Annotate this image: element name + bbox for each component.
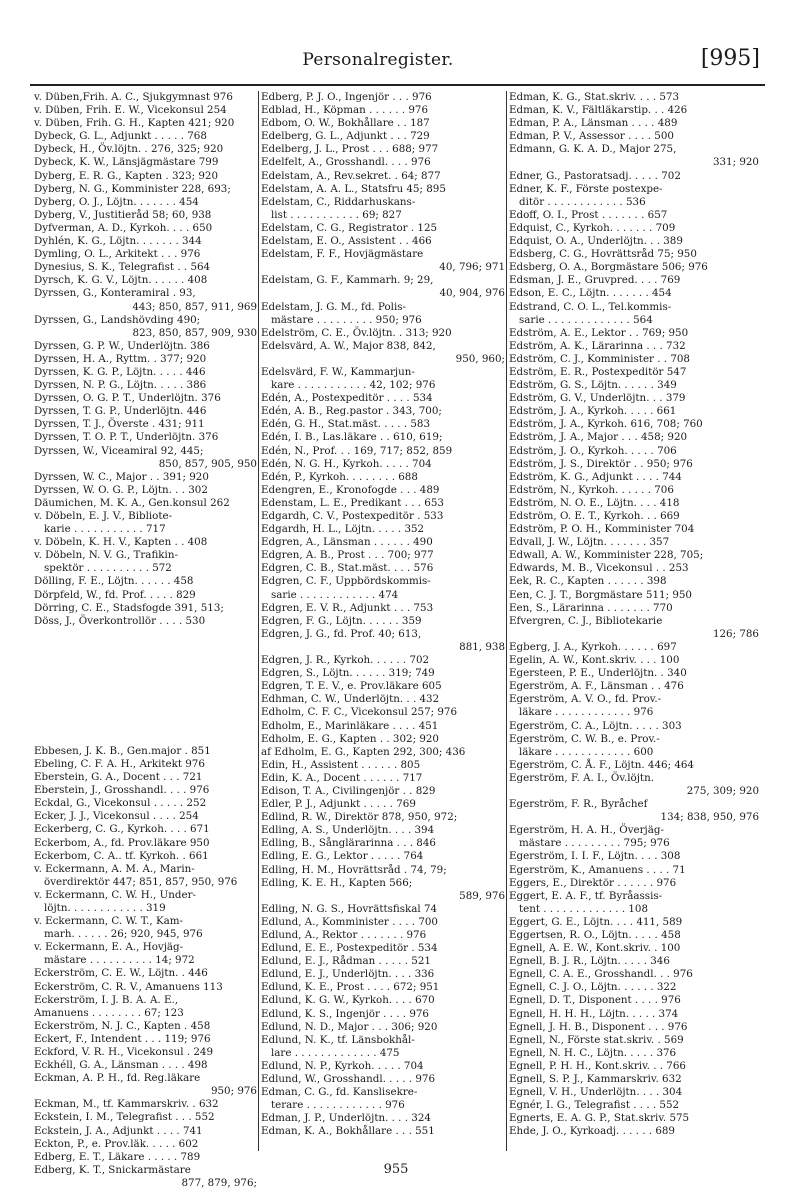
register-entry: Edgardh, H. L., Löjtn. . . . . 352	[261, 523, 425, 536]
register-entry: karie . . . . . . . . . . . 717	[44, 523, 166, 536]
register-entry: 134; 838, 950, 976	[660, 811, 759, 824]
register-entry: Edner, G., Pastoratsadj. . . . . 702	[509, 169, 681, 182]
register-entry: Edlund, N. P., Kyrkoh. . . . . 704	[261, 1059, 424, 1072]
register-entry: Edman, C. G., fd. Kanslisekre-	[261, 1086, 418, 1099]
register-entry: Dyrssen, W. C., Major . . 391; 920	[34, 470, 209, 483]
register-entry: Edén, G. H., Stat.mäst. . . . . 583	[261, 418, 431, 431]
register-entry: Eckdal, G., Vicekonsul . . . . . 252	[34, 797, 207, 810]
register-entry: Eckman, M., tf. Kammarskriv. . 632	[34, 1098, 219, 1111]
register-entry: Egnell, P. H. H., Kont.skriv. . . 766	[509, 1059, 686, 1072]
register-entry: Edberg, K. T., Snickarmästare	[34, 1163, 191, 1176]
register-entry: Ebbesen, J. K. B., Gen.major . 851	[34, 744, 211, 757]
register-entry: ditör . . . . . . . . . . . . 536	[519, 195, 646, 208]
register-entry: Edman, K. A., Bokhållare . . . 551	[261, 1125, 435, 1138]
register-entry: Edelstam, J. G. M., fd. Polis-	[261, 300, 407, 313]
register-entry: Eckstein, J. A., Adjunkt . . . . 741	[34, 1124, 203, 1137]
register-entry: Egerström, I. I. F., Löjtn. . . . 308	[509, 850, 681, 863]
register-entry: Edlund, N. D., Major . . . 306; 920	[261, 1020, 438, 1033]
register-entry: Edling, B., Sånglärarinna . . . 846	[261, 837, 436, 850]
register-entry: Edström, N., Kyrkoh. . . . . . 706	[509, 483, 674, 496]
register-entry: Edman, P. A., Länsman . . . . 489	[509, 117, 678, 130]
register-entry: Efvergren, C. J., Bibliotekarie	[509, 614, 663, 627]
register-entry: Dyberg, E. R. G., Kapten . 323; 920	[34, 169, 219, 182]
register-entry: v. Düben, Frih. G. H., Kapten 421; 920	[34, 117, 235, 130]
register-entry: Egberg, J. A., Kyrkoh. . . . . . 697	[509, 640, 677, 653]
register-entry: Eckerström, C. R. V., Amanuens 113	[34, 980, 223, 993]
register-entry: Edström, J. A., Kyrkoh. . . . . 661	[509, 405, 677, 418]
register-entry: Edsberg, O. A., Borgmästare 506; 976	[509, 261, 708, 274]
register-entry: Eggers, E., Direktör . . . . . . 976	[509, 876, 677, 889]
register-entry: Edman, P. V., Assessor . . . . 500	[509, 130, 674, 143]
register-entry: Ecker, J. J., Vicekonsul . . . . 254	[34, 810, 199, 823]
register-entry: Edhman, C. W., Underlöjtn. . . 432	[261, 693, 440, 706]
register-entry: överdirektör 447; 851, 857, 950, 976	[44, 875, 238, 888]
register-entry	[34, 641, 257, 654]
register-entry: Een, C. J. T., Borgmästare 511; 950	[509, 588, 692, 601]
register-entry: Edgren, A. B., Prost . . . 700; 977	[261, 549, 434, 562]
register-entry: Edelstam, E. O., Assistent . . 466	[261, 235, 432, 248]
register-entry: Döss, J., Överkontrollör . . . . 530	[34, 614, 206, 627]
register-entry	[34, 654, 257, 667]
register-entry: Dyberg, O. J., Löjtn. . . . . . . 454	[34, 195, 199, 208]
register-entry: Edgren, A., Länsman . . . . . . 490	[261, 536, 433, 549]
register-entry: Edelberg, G. L., Adjunkt . . . 729	[261, 130, 430, 143]
register-entry: spektör . . . . . . . . . . 572	[44, 562, 172, 575]
register-entry: Dymling, O. L., Arkitekt . . . 976	[34, 248, 201, 261]
register-entry: Edström, C. J., Komminister . . 708	[509, 352, 690, 365]
register-entry: Ehde, J. O., Kyrkoadj. . . . . . 689	[509, 1125, 675, 1138]
register-entry: Edholm, E. G., Kapten . . 302; 920	[261, 732, 439, 745]
register-entry: Edelstam, A., Rev.sekret. . 64; 877	[261, 169, 441, 182]
register-entry: Edstrand, C. O. L., Tel.kommis-	[509, 300, 672, 313]
register-entry: Dörpfeld, W., fd. Prof. . . . . 829	[34, 588, 196, 601]
register-entry: Dyfverman, A. D., Kyrkoh. . . . 650	[34, 221, 213, 234]
register-entry: Eek, R. C., Kapten . . . . . . 398	[509, 575, 667, 588]
register-entry: Egnell, A. E. W., Kont.skriv. . 100	[509, 942, 681, 955]
register-entry: Egnér, I. G., Telegrafist . . . . 552	[509, 1099, 680, 1112]
register-entry	[34, 667, 257, 680]
register-entry: Edström, N. O. E., Löjtn. . . . 418	[509, 496, 680, 509]
register-entry: Edgren, S., Löjtn. . . . . . 319; 749	[261, 667, 435, 680]
register-entry: Dyrssen, G., Konteramiral . 93,	[34, 287, 196, 300]
page-number-bottom: 955	[383, 1162, 409, 1177]
register-entry: 331; 920	[712, 156, 759, 169]
register-entry: Eckhéll, G. A., Länsman . . . . 498	[34, 1059, 208, 1072]
register-entry: v. Döbeln, K. H. V., Kapten . . 408	[34, 536, 208, 549]
register-entry: Edström, G. S., Löjtn. . . . . . 349	[509, 379, 677, 392]
register-entry: Edberg, E. T., Läkare . . . . . 789	[34, 1150, 201, 1163]
register-entry: Edelsvärd, A. W., Major 838, 842,	[261, 339, 436, 352]
register-entry: 950, 960;	[455, 352, 505, 365]
register-entry: Egnell, C. J. O., Löjtn. . . . . . 322	[509, 981, 677, 994]
register-entry: Edlund, K. G. W., Kyrkoh. . . . 670	[261, 994, 435, 1007]
register-entry: Egerström, F. R., Byråchef	[509, 798, 648, 811]
register-entry	[34, 680, 257, 693]
register-entry: Däumichen, M. K. A., Gen.konsul 262	[34, 496, 230, 509]
register-entry: 40, 904, 976	[439, 287, 505, 300]
register-entry: Edelstam, A. A. L., Statsfru 45; 895	[261, 182, 446, 195]
register-entry: Edlund, W., Grosshandl. . . . . 976	[261, 1073, 435, 1086]
register-entry: Edström, E. R., Postexpeditör 547	[509, 365, 687, 378]
register-entry: Edberg, P. J. O., Ingenjör . . . 976	[261, 91, 432, 103]
register-entry: 40, 796; 971	[439, 261, 505, 274]
register-entry: Dyberg, N. G., Komminister 228, 693;	[34, 182, 231, 195]
register-entry	[34, 732, 257, 745]
page-header	[28, 46, 760, 82]
register-entry: Edlund, K. E., Prost . . . . 672; 951	[261, 981, 440, 994]
register-entry: Dyrssen, T. O. P. T., Underlöjtn. 376	[34, 431, 219, 444]
register-column-1	[34, 91, 257, 1189]
register-entry: Dybeck, H., Öv.löjtn. . 276, 325; 920	[34, 143, 224, 156]
register-entry: mästare . . . . . . . . . 950; 976	[271, 313, 422, 326]
register-entry: Edlund, E. J., Underlöjtn. . . . 336	[261, 968, 435, 981]
register-entry: mästare . . . . . . . . . 795; 976	[519, 837, 670, 850]
register-entry: Edén, N., Prof. . . 169, 717; 852, 859	[261, 444, 453, 457]
register-entry: Eckert, F., Intendent . . . 119; 976	[34, 1032, 211, 1045]
register-entry: Edbom, O. W., Bokhållare . . 187	[261, 117, 430, 130]
register-entry: Edner, K. F., Förste postexpe-	[509, 182, 663, 195]
register-entry: Edgren, F. G., Löjtn. . . . . . 359	[261, 614, 422, 627]
register-entry: Edson, E. C., Löjtn. . . . . . . 454	[509, 287, 672, 300]
register-entry: Edman, J. P., Underlöjtn. . . . 324	[261, 1112, 431, 1125]
register-entry: terare . . . . . . . . . . . . 976	[271, 1099, 405, 1112]
register-entry: Egerström, C. A., Löjtn. . . . . 303	[509, 719, 682, 732]
register-entry: Dyrssen, T. J., Överste . 431; 911	[34, 418, 205, 431]
register-entry	[34, 719, 257, 732]
register-entry: Eckerström, N. J. C., Kapten . 458	[34, 1019, 211, 1032]
register-entry: Eckerbom, C. A.. tf. Kyrkoh. . 661	[34, 849, 209, 862]
page-title: Personalregister.	[302, 50, 454, 70]
register-entry: Edström, K. G., Adjunkt . . . . 744	[509, 470, 682, 483]
register-entry: sarie . . . . . . . . . . . . 474	[271, 588, 399, 601]
register-entry: Egnerts, E. A. G. P., Stat.skriv. 575	[509, 1112, 690, 1125]
register-entry: Eckerberg, C. G., Kyrkoh. . . . 671	[34, 823, 210, 836]
register-entry: Edlund, N. K., tf. Länsbokhål-	[261, 1033, 415, 1046]
register-entry: Edström, P. O. H., Komminister 704	[509, 523, 695, 536]
register-entry: Eckman, A. P. H., fd. Reg.läkare	[34, 1072, 201, 1085]
register-entry: Eberstein, G. A., Docent . . . 721	[34, 771, 203, 784]
register-entry: Edling, E. G., Lektor . . . . . 764	[261, 850, 424, 863]
register-entry: v. Döbeln, E. J. V., Bibliote-	[34, 510, 173, 522]
register-entry: Edvall, J. W., Löjtn. . . . . . . 357	[509, 536, 670, 549]
register-entry: Dyrssen, W. O. G. P., Löjtn. . . 302	[34, 483, 208, 496]
register-entry: Edler, P. J., Adjunkt . . . . . 769	[261, 798, 416, 811]
register-entry: Dyrsch, K. G. V., Löjtn. . . . . . 408	[34, 274, 208, 287]
register-entry: Eckerström, C. E. W., Löjtn. . 446	[34, 967, 208, 980]
register-entry: Edling, A. S., Underlöjtn. . . . 394	[261, 824, 435, 837]
register-entry: Dyrssen, O. G. P. T., Underlöjtn. 376	[34, 392, 221, 405]
register-entry: Eckton, P., e. Prov.läk. . . . . 602	[34, 1137, 199, 1150]
register-entry: Edgren, E. V. R., Adjunkt . . . 753	[261, 601, 434, 614]
register-entry: 877, 879, 976;	[181, 1176, 257, 1189]
register-entry: Edoff, O. I., Prost . . . . . . . 657	[509, 208, 668, 221]
register-entry: Edström, J. A., Kyrkoh. 616, 708; 760	[509, 418, 703, 431]
register-entry: Egerström, F. A. I., Öv.löjtn.	[509, 771, 654, 784]
register-entry: Edén, P., Kyrkoh. . . . . . . . 688	[261, 470, 418, 483]
register-entry: v. Eckermann, C. W. H., Under-	[34, 888, 196, 901]
register-entry: sarie . . . . . . . . . . . . . 564	[519, 313, 653, 326]
register-entry: Edgardh, C. V., Postexpeditör . 533	[261, 510, 444, 522]
register-entry: Edelström, C. E., Öv.löjtn. . 313; 920	[261, 326, 452, 339]
register-entry: Edling, K. E. H., Kapten 566;	[261, 876, 413, 889]
column-divider-1	[258, 91, 259, 1151]
register-entry: Egnell, H. H. H., Löjtn. . . . . 374	[509, 1007, 679, 1020]
register-entry: Eggert, G. E., Löjtn. . . . 411, 589	[509, 915, 683, 928]
register-entry: Edelfelt, A., Grosshandl. . . . 976	[261, 156, 431, 169]
register-entry: Edgren, C. B., Stat.mäst. . . . 576	[261, 562, 434, 575]
register-entry: Edgren, C. F., Uppbördskommis-	[261, 575, 431, 588]
register-entry: Egnell, N. H. C., Löjtn. . . . . 376	[509, 1046, 677, 1059]
register-entry: Egnell, S. P. J., Kammarskriv. 632	[509, 1073, 682, 1086]
register-entry: Dyrssen, H. A., Ryttm. . 377; 920	[34, 352, 207, 365]
register-entry: Edström, J. O., Kyrkoh. . . . . 706	[509, 444, 677, 457]
register-entry: Dörring, C. E., Stadsfogde 391, 513;	[34, 601, 224, 614]
register-entry: Egnell, J. H. B., Disponent . . . 976	[509, 1020, 688, 1033]
register-entry: 850, 857, 905, 950	[158, 457, 257, 470]
register-entry: Eckford, V. R. H., Vicekonsul . 249	[34, 1046, 214, 1058]
register-entry: Edin, K. A., Docent . . . . . . 717	[261, 771, 423, 784]
register-entry: v. Eckermann, C. W. T., Kam-	[34, 915, 184, 928]
register-entry: Edquist, C., Kyrkoh. . . . . . . 709	[509, 221, 676, 234]
register-entry: v. Eckermann, A. M. A., Marin-	[34, 862, 195, 875]
register-entry: Edgren, T. E. V., e. Prov.läkare 605	[261, 680, 442, 693]
register-entry	[34, 693, 257, 706]
register-entry: Eberstein, J., Grosshandl. . . . 976	[34, 784, 210, 797]
register-entry: Edström, A. K., Lärarinna . . . 732	[509, 339, 686, 352]
register-entry: Dynesius, S. K., Telegrafist . . 564	[34, 261, 211, 274]
register-entry: Dyrssen, G., Landshövding 490;	[34, 313, 201, 326]
register-entry: Edblad, H., Köpman . . . . . . 976	[261, 104, 429, 117]
register-entry: Edén, A., Postexpeditör . . . . 534	[261, 392, 433, 405]
register-entry: Egnell, N., Förste stat.skriv. . 569	[509, 1033, 684, 1046]
register-entry: Edgren, J. G., fd. Prof. 40; 613,	[261, 627, 422, 640]
register-entry: Edlind, R. W., Direktör 878, 950, 972;	[261, 811, 458, 824]
register-entry: af Edholm, E. G., Kapten 292, 300; 436	[261, 745, 466, 758]
register-entry: Amanuens . . . . . . . . 67; 123	[34, 1006, 184, 1019]
register-entry: lare . . . . . . . . . . . . . 475	[271, 1046, 400, 1059]
register-column-3	[509, 91, 759, 1151]
register-entry: kare . . . . . . . . . . . 42, 102; 976	[271, 379, 436, 392]
register-entry: Edholm, C. F. C., Vicekonsul 257; 976	[261, 706, 458, 719]
register-entry: Egerström, C. Å. F., Löjtn. 446; 464	[509, 758, 694, 771]
register-entry: Eckstein, I. M., Telegrafist . . . 552	[34, 1111, 215, 1124]
register-entry: Edling, H. M., Hovrättsråd . 74, 79;	[261, 863, 447, 876]
register-entry: mästare . . . . . . . . . . 14; 972	[44, 954, 195, 967]
register-entry: list . . . . . . . . . . . 69; 827	[271, 208, 402, 221]
register-entry: Edsman, J. E., Gruvpred. . . . 769	[509, 274, 681, 287]
register-entry: marh. . . . . . 26; 920, 945, 976	[44, 928, 203, 941]
register-entry: v. Eckermann, E. A., Hovjäg-	[34, 941, 184, 954]
register-entry: Eckerbom, A., fd. Prov.läkare 950	[34, 836, 210, 849]
register-entry: 275, 309; 920	[686, 784, 759, 797]
register-entry: Dybeck, K. W., Länsjägmästare 799	[34, 156, 219, 169]
register-entry: Dyhlén, K. G., Löjtn. . . . . . . 344	[34, 235, 202, 248]
register-entry: Een, S., Lärarinna . . . . . . . 770	[509, 601, 673, 614]
register-entry: Egersteen, P. E., Underlöjtn. . 340	[509, 667, 687, 680]
register-entry: Edlund, K. S., Ingenjör . . . . 976	[261, 1007, 429, 1020]
register-entry: Dölling, F. E., Löjtn. . . . . . 458	[34, 575, 194, 588]
register-entry: 823, 850, 857, 909, 930	[132, 326, 257, 339]
register-entry: läkare . . . . . . . . . . . . 600	[519, 745, 654, 758]
register-entry: Edsberg, C. G., Hovrättsråd 75; 950	[509, 248, 697, 261]
register-entry: Edlund, A., Komminister . . . . 700	[261, 915, 438, 928]
register-entry: Edling, N. G. S., Hovrättsfiskal 74	[261, 902, 438, 915]
register-entry	[34, 628, 257, 641]
register-entry: Edström, G. V., Underlöjtn. . . 379	[509, 392, 686, 405]
register-entry: Edén, N. G. H., Kyrkoh. . . . . 704	[261, 457, 432, 470]
register-entry: Edison, T. A., Civilingenjör . . 829	[261, 784, 436, 797]
register-entry: tent . . . . . . . . . . . . . 108	[519, 902, 649, 915]
register-entry: Eckerström, I. J. B. A. A. E.,	[34, 993, 179, 1006]
register-entry: 443; 850, 857, 911, 969	[132, 300, 257, 313]
register-entry: Edgren, J. R., Kyrkoh. . . . . . 702	[261, 654, 430, 667]
register-entry: Edén, I. B., Las.läkare . . 610, 619;	[261, 431, 443, 444]
register-entry: Edwall, A. W., Komminister 228, 705;	[509, 549, 704, 562]
register-entry: Egerström, A. V. O., fd. Prov.-	[509, 693, 662, 706]
register-entry: Egerström, C. W. B., e. Prov.-	[509, 732, 660, 745]
register-entry: Dyrssen, N. P. G., Löjtn. . . . . 386	[34, 379, 207, 392]
register-entry: Edström, A. E., Lektor . . 769; 950	[509, 326, 689, 339]
register-entry: v. Düben,Frih. A. C., Sjukgymnast 976	[34, 91, 233, 103]
register-entry: 881, 938	[459, 640, 505, 653]
register-entry: Egerström, K., Amanuens . . . . 71	[509, 863, 686, 876]
register-entry: 126; 786	[712, 627, 759, 640]
register-entry: 950; 976	[210, 1085, 257, 1098]
register-entry: Dyrssen, G. P. W., Underlöjtn. 386	[34, 339, 210, 352]
register-entry: Edmann, G. K. A. D., Major 275,	[509, 143, 677, 156]
register-entry: läkare . . . . . . . . . . . . 976	[519, 706, 654, 719]
register-entry: Edström, J. S., Direktör . . 950; 976	[509, 457, 693, 470]
page-number-top: [995]	[700, 46, 760, 71]
register-entry: Edelsvärd, F. W., Kammarjun-	[261, 365, 415, 378]
register-entry: Egerström, A. F., Länsman . . 476	[509, 680, 684, 693]
register-entry: Edwards, M. B., Vicekonsul . . 253	[509, 562, 689, 575]
register-entry: Edlund, E. J., Rådman . . . . . 521	[261, 955, 431, 968]
register-entry: Dybeck, G. L., Adjunkt . . . . . 768	[34, 130, 207, 143]
column-divider-2	[506, 91, 507, 1151]
register-entry: Egerström, H. A. H., Överjäg-	[509, 824, 664, 837]
register-entry: Edlund, A., Rektor . . . . . . . 976	[261, 929, 427, 941]
register-entry: Dyrssen, K. G. P., Löjtn. . . . . 446	[34, 365, 206, 378]
register-entry: Egnell, C. A. E., Grosshandl. . . 976	[509, 968, 693, 981]
register-entry: v. Döbeln, N. V. G., Trafikin-	[34, 549, 178, 562]
register-entry: Dyrssen, W., Viceamiral 92, 445;	[34, 444, 204, 457]
register-entry: Ebeling, C. F. A. H., Arkitekt 976	[34, 757, 205, 770]
register-entry: Egnell, B. J. R., Löjtn. . . . . 346	[509, 955, 670, 968]
register-entry: Edin, H., Assistent . . . . . . 805	[261, 758, 421, 771]
register-entry: Edström, O. E. T., Kyrkoh. . . 669	[509, 510, 680, 522]
register-entry: Egnell, V. H., Underlöjtn. . . . 304	[509, 1086, 683, 1099]
register-entry: Dyrssen, T. G. P., Underlöjtn. 446	[34, 405, 207, 418]
register-column-2	[261, 91, 505, 1151]
register-entry: Edlund, E. E., Postexpeditör . 534	[261, 942, 438, 955]
register-entry	[34, 706, 257, 719]
register-entry: Edelstam, F. F., Hovjägmästare	[261, 248, 424, 261]
register-entry: löjtn. . . . . . . . . . . . 319	[44, 901, 166, 914]
header-rule	[30, 84, 765, 86]
register-entry: v. Düben, Frih. E. W., Vicekonsul 254	[34, 104, 227, 117]
register-entry: Egelin, A. W., Kont.skriv. . . . 100	[509, 654, 680, 667]
register-entry: Dyberg, V., Justitieråd 58; 60, 938	[34, 208, 212, 221]
register-entry: Edelstam, G. F., Kammarh. 9; 29,	[261, 274, 434, 287]
register-entry: Edström, J. A., Major . . . 458; 920	[509, 431, 688, 444]
register-entry: Edelstam, C. G., Registrator . 125	[261, 221, 438, 234]
register-entry: Edholm, E., Marinläkare . . . . 451	[261, 719, 439, 732]
register-entry: 589, 976	[459, 889, 505, 902]
register-entry: Edquist, O. A., Underlöjtn. . . 389	[509, 235, 683, 248]
register-entry: Edenstam, L. E., Predikant . . . 653	[261, 496, 444, 509]
register-entry: Edelstam, C., Riddarhuskans-	[261, 195, 416, 208]
register-entry: Edengren, E., Kronofogde . . . 489	[261, 483, 440, 496]
register-entry: Edman, K. V., Fältläkarstip. . . 426	[509, 104, 688, 117]
register-entry: Edén, A. B., Reg.pastor . 343, 700;	[261, 405, 442, 418]
register-entry: Edman, K. G., Stat.skriv. . . . 573	[509, 91, 680, 103]
register-entry: Eggert, E. A. F., tf. Byråassis-	[509, 889, 663, 902]
register-entry: Egnell, D. T., Disponent . . . . 976	[509, 994, 681, 1007]
register-entry: Edelberg, J. L., Prost . . . 688; 977	[261, 143, 439, 156]
register-entry: Eggertsen, R. O., Löjtn. . . . . 458	[509, 929, 681, 941]
